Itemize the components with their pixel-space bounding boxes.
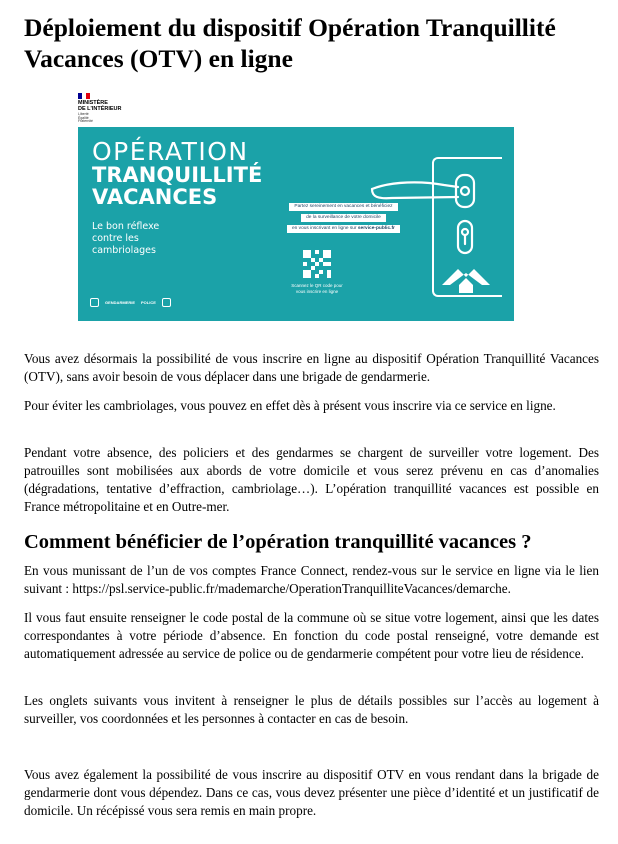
otv-poster-banner [78, 127, 514, 321]
ministry-name-line: DE L'INTÉRIEUR [78, 106, 122, 112]
poster-message-prefix: en vous inscrivant en ligne sur [292, 226, 358, 231]
paragraph-tabs: Les onglets suivants vous invitent à renseigner le plus de détails possibles sur l’accès au logement à surveiller, vos coordonnées et les personnes à contacter en cas de besoin. [24, 693, 599, 726]
police-badge-icon [162, 298, 171, 307]
poster-tagline [92, 221, 202, 257]
paragraph-brigade: Vous avez également la possibilité de vous inscrire au dispositif OTV en vous rendant dans la brigade de gendarmerie dont vous dépendez. Dans ce cas, vous devez présenter une pièce d’identité et un justificatif de domicile. Un récépissé vous sera remis en main propre. [24, 767, 599, 818]
tagline-line: Le bon réflexe [92, 221, 160, 232]
motto-line: Liberté [78, 112, 89, 116]
poster-headline-tranquillite: TRANQUILLITÉ [92, 163, 263, 187]
motto-line: Égalité [78, 115, 89, 120]
poster-message-line: de la surveillance de votre domicile [301, 214, 386, 222]
qr-caption-line: vous inscrire en ligne [295, 288, 339, 294]
ministry-name [78, 100, 148, 112]
paragraph-surveillance: Pendant votre absence, des policiers et des gendarmes se chargent de surveiller votre logement. Des patrouilles sont mobilisées aux abords de votre domicile et vous serez prévenu en cas d’anomalies (dégradations, tentative d’effraction, cambriolage…). L’opération tranquillité vacances est possible en France métropolitaine et en Outre-mer. [24, 445, 599, 514]
qr-caption [281, 283, 353, 294]
page-title: Déploiement du dispositif Opération Tranquillité Vacances (OTV) en ligne [24, 13, 556, 73]
paragraph-postal-code: Il vous faut ensuite renseigner le code postal de la commune où se situe votre logement, ainsi que les dates correspondantes à votre période d’absence. En fonction du code postal renseigné, votre demande est automatiquement adressée au service de police ou de gendarmerie compétent pour votre lieu de résidence. [24, 610, 599, 661]
partner-logos [90, 298, 171, 307]
gendarmerie-logo-icon [90, 298, 99, 307]
paragraph-online-service: Pour éviter les cambriolages, vous pouvez en effet dès à présent vous inscrire via ce service en ligne. [24, 398, 556, 413]
paragraph-intro: Vous avez désormais la possibilité de vous inscrire en ligne au dispositif Opération Tranquillité Vacances (OTV), sans avoir besoin de vous déplacer dans une brigade de gendarmerie. [24, 351, 599, 384]
ministry-logo [78, 93, 148, 123]
section-heading: Comment bénéficier de l’opération tranquillité vacances ? [24, 531, 532, 553]
tagline-line: contre les [92, 233, 139, 244]
gendarmerie-label: GENDARMERIE [105, 300, 136, 305]
tagline-line: cambriolages [92, 245, 156, 256]
poster-headline-operation: OPÉRATION [92, 137, 249, 166]
ministry-name-line: MINISTÈRE [78, 100, 108, 106]
qr-code-icon [303, 250, 331, 278]
french-flag-icon [78, 93, 90, 99]
door-handle-icon [362, 167, 512, 307]
qr-caption-line: Scannez le QR code pour [291, 283, 343, 288]
poster-message-line: Partez sereinement en vacances et bénéficiez [289, 203, 397, 211]
poster-message-link: service-public.fr [357, 226, 395, 231]
motto-line: Fraternité [78, 119, 93, 124]
ministry-motto [78, 113, 118, 124]
poster-headline-vacances: VACANCES [92, 185, 218, 209]
paragraph-france-connect: En vous munissant de l’un de vos comptes France Connect, rendez-vous sur le service en ligne via le lien suivant : https://psl.service-public.fr/mademarche/OperationTranquilliteVacances/demarche. [24, 563, 599, 596]
house-icon [442, 269, 490, 293]
police-label: POLICE [141, 300, 156, 305]
